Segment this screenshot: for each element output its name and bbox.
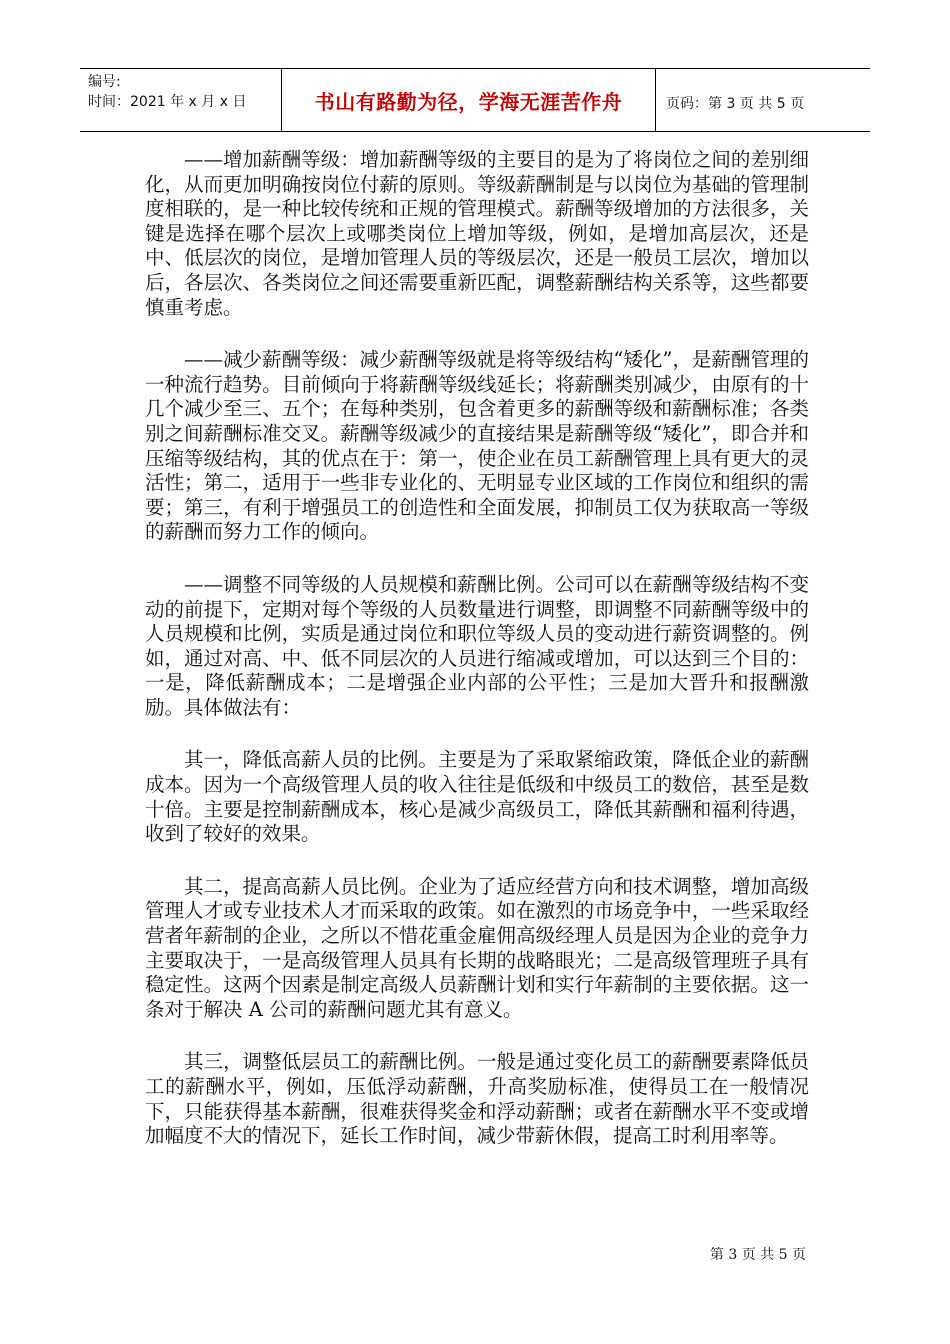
document-body (145, 148, 809, 1177)
header-motto: 书山有路勤为径，学海无涯苦作舟 (282, 69, 656, 131)
paragraph-reduce-levels: ——减少薪酬等级：减少薪酬等级就是将等级结构“矮化”，是薪酬管理的一种流行趋势。目前倾向于将薪酬等级线延长；将薪酬类别减少，由原有的十几个减少至三、五个；在每种类别，包含着更多的薪酬等级和薪酬标准；各类别之间薪酬标准交叉。薪酬等级减少的直接结果是薪酬等级“矮化”，即合并和压缩等级结构，其的优点在于：第一，使企业在员工薪酬管理上具有更大的灵活性；第二，适用于一些非专业化的、无明显专业区域的工作岗位和组织的需要；第三，有利于增强员工的创造性和全面发展，抑制员工仅为获取高一等级的薪酬而努力工作的倾向。 (145, 348, 809, 544)
paragraph-increase-levels: ——增加薪酬等级：增加薪酬等级的主要目的是为了将岗位之间的差别细化，从而更加明确按岗位付薪的原则。等级薪酬制是与以岗位为基础的管理制度相联的，是一种比较传统和正规的管理模式。薪酬等级增加的方法很多，关键是选择在哪个层次上或哪类岗位上增加等级，例如，是增加高层次，还是中、低层次的岗位，是增加管理人员的等级层次，还是一般员工层次，增加以后，各层次、各类岗位之间还需要重新匹配，调整薪酬结构关系等，这些都要慎重考虑。 (145, 148, 809, 319)
paragraph-method-one: 其一，降低高薪人员的比例。主要是为了采取紧缩政策，降低企业的薪酬成本。因为一个高级管理人员的收入往往是低级和中级员工的数倍，甚至是数十倍。主要是控制薪酬成本，核心是减少高级员工，降低其薪酬和福利待遇，收到了较好的效果。 (145, 748, 809, 846)
document-date-label: 时间：2021 年 x 月 x 日 (88, 94, 247, 110)
paragraph-method-two: 其二，提高高薪人员比例。企业为了适应经营方向和技术调整，增加高级管理人才或专业技术人才而采取的政策。如在激烈的市场竞争中，一些采取经营者年薪制的企业，之所以不惜花重金雇佣高级经理人员是因为企业的竞争力主要取决于，一是高级管理人员具有长期的战略眼光；二是高级管理班子具有稳定性。这两个因素是制定高级人员薪酬计划和实行年薪制的主要依据。这一条对于解决 A 公司的薪酬问题尤其有意义。 (145, 874, 809, 1021)
document-number-label: 编号: (88, 74, 121, 90)
footer-page-number: 第 3 页 共 5 页 (709, 1247, 806, 1263)
paragraph-method-three: 其三，调整低层员工的薪酬比例。一般是通过变化员工的薪酬要素降低员工的薪酬水平，例如，压低浮动薪酬，升高奖励标准，使得员工在一般情况下，只能获得基本薪酬，很难获得奖金和浮动薪酬；或者在薪酬水平不变或增加幅度不大的情况下，延长工作时间，减少带薪休假，提高工时利用率等。 (145, 1050, 809, 1148)
header-meta (80, 69, 282, 131)
header-page-number: 页码：第 3 页 共 5 页 (666, 96, 805, 112)
paragraph-adjust-scale: ——调整不同等级的人员规模和薪酬比例。公司可以在薪酬等级结构不变动的前提下，定期对每个等级的人员数量进行调整，即调整不同薪酬等级中的人员规模和比例，实质是通过岗位和职位等级人员的变动进行薪资调整的。例如，通过对高、中、低不同层次的人员进行缩减或增加，可以达到三个目的：一是，降低薪酬成本；二是增强企业内部的公平性；三是加大晋升和报酬激励。具体做法有： (145, 572, 809, 719)
document-header (80, 68, 870, 132)
